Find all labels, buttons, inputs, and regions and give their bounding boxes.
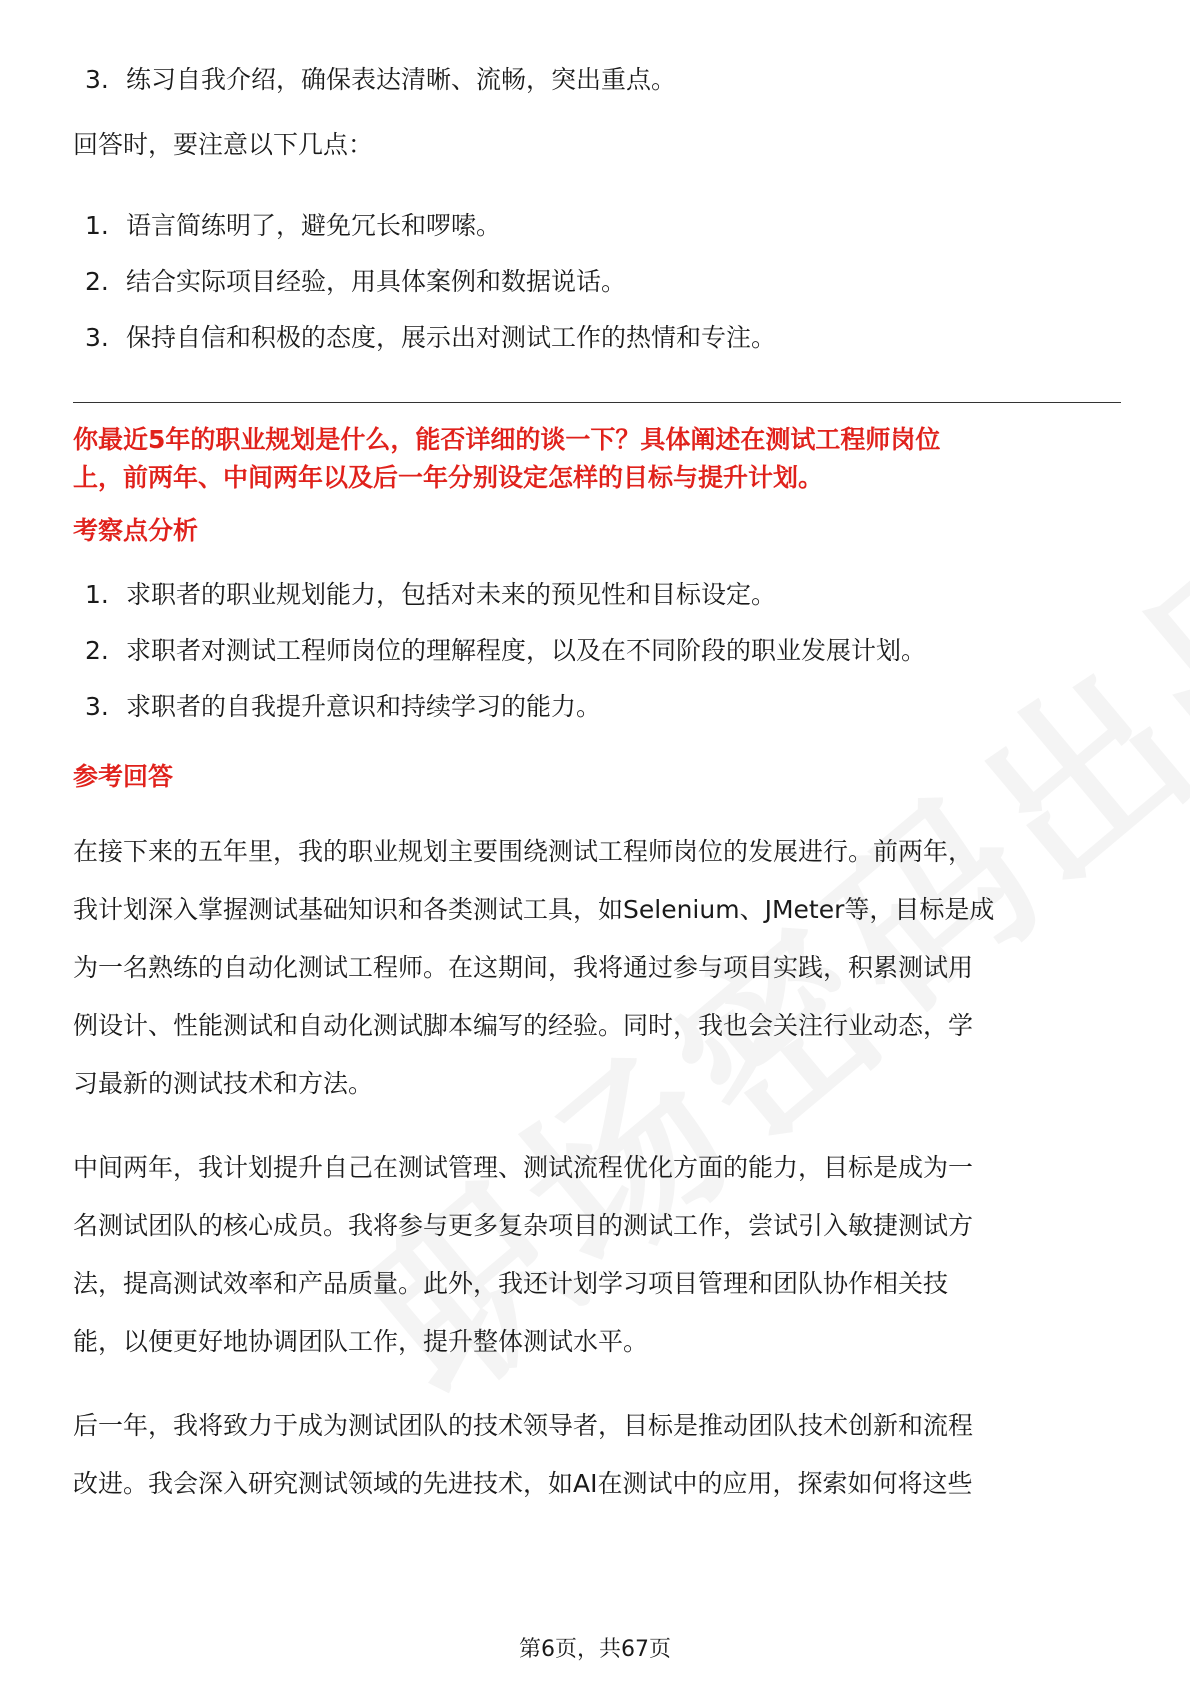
question-heading xyxy=(73,421,1121,497)
answer-paragraph xyxy=(73,1139,1121,1371)
list-number: 2. xyxy=(85,636,109,665)
list-item xyxy=(73,577,1121,612)
question-line: 上，前两年、中间两年以及后一年分别设定怎样的目标与提升计划。 xyxy=(73,463,824,492)
list-text: 求职者的职业规划能力，包括对未来的预见性和目标设定。 xyxy=(126,580,777,609)
page-footer: 第6页，共67页 xyxy=(519,1637,671,1662)
answer-line: 习最新的测试技术和方法。 xyxy=(73,1069,374,1098)
answer-line: 能，以便更好地协调团队工作，提升整体测试水平。 xyxy=(73,1327,649,1356)
list-number: 3. xyxy=(85,692,109,721)
list-text: 求职者的自我提升意识和持续学习的能力。 xyxy=(126,692,602,721)
list-text: 语言简练明了，避免冗长和啰嗦。 xyxy=(126,211,502,240)
answer-paragraph xyxy=(73,1397,1121,1513)
top-list xyxy=(73,62,1121,97)
answer-line: 为一名熟练的自动化测试工程师。在这期间，我将通过参与项目实践，积累测试用 xyxy=(73,953,974,982)
answer-paragraph xyxy=(73,823,1121,1113)
list-text: 练习自我介绍，确保表达清晰、流畅，突出重点。 xyxy=(126,65,677,94)
analysis-list xyxy=(73,577,1121,724)
list-number: 3. xyxy=(85,65,109,94)
reference-title: 参考回答 xyxy=(73,762,174,791)
list-text: 保持自信和积极的态度，展示出对测试工作的热情和专注。 xyxy=(126,323,777,352)
answer-line: 在接下来的五年里，我的职业规划主要围绕测试工程师岗位的发展进行。前两年， xyxy=(73,837,974,866)
question-line: 你最近5年的职业规划是什么，能否详细的谈一下？具体阐述在测试工程师岗位 xyxy=(73,425,941,454)
list-item xyxy=(73,62,1121,97)
list-number: 3. xyxy=(85,323,109,352)
list-item xyxy=(73,689,1121,724)
note-list xyxy=(73,208,1121,355)
list-item xyxy=(73,633,1121,668)
answer-line: 中间两年，我计划提升自己在测试管理、测试流程优化方面的能力，目标是成为一 xyxy=(73,1153,974,1182)
answer-line: 名测试团队的核心成员。我将参与更多复杂项目的测试工作，尝试引入敏捷测试方 xyxy=(73,1211,974,1240)
answer-line: 我计划深入掌握测试基础知识和各类测试工具，如Selenium、JMeter等，目标是成 xyxy=(73,895,995,924)
note-intro: 回答时，要注意以下几点： xyxy=(73,130,374,159)
page-content xyxy=(73,62,1121,1539)
section-divider xyxy=(73,402,1121,403)
list-item xyxy=(73,208,1121,243)
answer-line: 法，提高测试效率和产品质量。此外，我还计划学习项目管理和团队协作相关技 xyxy=(73,1269,949,1298)
list-text: 求职者对测试工程师岗位的理解程度，以及在不同阶段的职业发展计划。 xyxy=(126,636,927,665)
list-item xyxy=(73,320,1121,355)
analysis-title: 考察点分析 xyxy=(73,516,199,545)
list-item xyxy=(73,264,1121,299)
list-text: 结合实际项目经验，用具体案例和数据说话。 xyxy=(126,267,627,296)
answer-line: 改进。我会深入研究测试领域的先进技术，如AI在测试中的应用，探索如何将这些 xyxy=(73,1469,973,1498)
answer-line: 例设计、性能测试和自动化测试脚本编写的经验。同时，我也会关注行业动态，学 xyxy=(73,1011,974,1040)
list-number: 2. xyxy=(85,267,109,296)
answer-line: 后一年，我将致力于成为测试团队的技术领导者，目标是推动团队技术创新和流程 xyxy=(73,1411,974,1440)
list-number: 1. xyxy=(85,211,109,240)
list-number: 1. xyxy=(85,580,109,609)
